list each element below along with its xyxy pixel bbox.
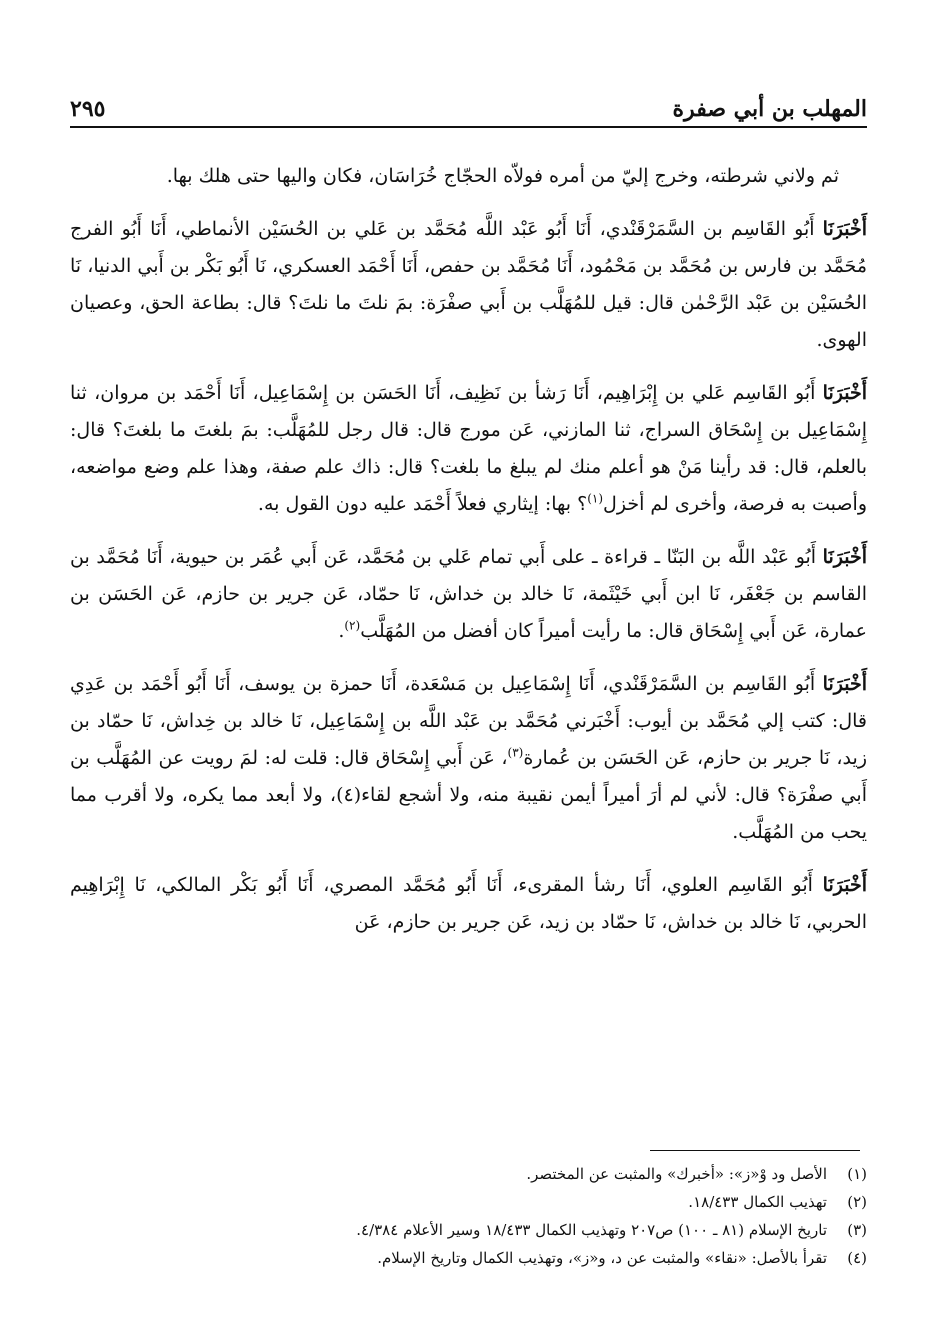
running-title: المهلب بن أبي صفرة	[672, 96, 867, 122]
paragraph-lead: أَخْبَرَنَا	[822, 874, 867, 896]
paragraph-text-after: ، عَن أَبي إِسْحَاق قال: قلت له: لمَ رويت عن المُهَلَّب بن أَبي صفْرَة؟ قال: لأني لم أرَ أميراً أيمن نقيبة منه، ولا أشجع لقاء(٤)، ولا أبعد مما يكره، ولا أقرب مما يحب من المُهَلَّب.	[70, 747, 867, 843]
paragraph	[70, 666, 867, 851]
paragraph	[70, 867, 867, 941]
footnote-text: تاريخ الإسلام (٨١ ـ ١٠٠) ص٢٠٧ وتهذيب الكمال ١٨/٤٣٣ وسير الأعلام ٤/٣٨٤.	[356, 1221, 827, 1239]
paragraph-text: أَبُو القَاسِم العلوي، أَنَا رشأ المقرىء، أَنَا أَبُو مُحَمَّد المصري، أَنَا أَبُو بَكْر المالكي، نَا إِبْرَاهِيم الحربي، نَا خالد بن خداش، نَا حمّاد بن زيد، عَن جرير بن حازم، عَن	[70, 874, 867, 933]
footnote-ref: (١)	[587, 491, 604, 506]
footnote	[70, 1160, 867, 1188]
paragraph-text: أَبُو القَاسِم بن السَّمَرْقَنْدي، أَنَا إِسْمَاعِيل بن مَسْعَدة، أَنَا حمزة بن يوسف، أَنَا أَبُو أَحْمَد بن عَدِي قال: كتب إلي مُحَمَّد بن أيوب: أَخْبَرني مُحَمَّد بن عَبْد اللَّه بن إِسْمَاعِيل، نَا خالد بن خِداش، نَا حمّاد بن زيد، نَا جرير بن حازم، عَن الحَسَن بن عُمارة	[70, 673, 867, 769]
footnote-text: تقرأ بالأصل: «نقاء» والمثبت عن د، و«ز»، وتهذيب الكمال وتاريخ الإسلام.	[377, 1249, 827, 1267]
paragraph	[70, 211, 867, 359]
paragraph-text: أَبُو عَبْد اللَّه بن البَنّا ـ قراءة ـ على أَبي تمام عَلي بن مُحَمَّد، عَن أَبي عُمَر بن حيوية، أَنَا مُحَمَّد بن القاسم بن جَعْفَر، نَا ابن أَبي خَيْثَمة، نَا خالد بن خداش، نَا حمّاد، عَن جرير بن حازم، عَن الحَسَن بن عمارة، عَن أَبي إِسْحَاق قال: ما رأيت أميراً كان أفضل من المُهَلَّب	[70, 546, 867, 642]
paragraph-lead: أَخْبَرَنَا	[822, 546, 867, 568]
paragraph-lead: أَخْبَرَنَا	[822, 382, 867, 404]
paragraph-lead: أَخْبَرَنَا	[822, 673, 867, 695]
footnote-number: (٣)	[847, 1221, 867, 1239]
paragraph-lead: أَخْبَرَنَا	[822, 218, 867, 240]
footnote-text: تهذيب الكمال ١٨/٤٣٣.	[688, 1193, 827, 1211]
paragraph-text-after: .	[338, 620, 345, 642]
footnote	[70, 1244, 867, 1272]
page-header	[70, 82, 867, 122]
footnote-number: (٢)	[847, 1193, 867, 1211]
paragraph-text: أَبُو القَاسِم بن السَّمَرْقَنْدي، أَنَا أَبُو عَبْد اللَّه مُحَمَّد بن عَلي بن الحُسَيْن الأنماطي، أَنَا أَبُو الفرج مُحَمَّد بن فارس بن مُحَمَّد بن مَحْمُود، أَنَا مُحَمَّد بن حفص، أَنَا أَحْمَد العسكري، نَا أَبُو بَكْر بن أَبي الدنيا، نَا الحُسَيْن بن عَبْد الرَّحْمٰن قال: قيل للمُهَلَّب بن أَبي صفْرَة: بمَ نلتَ ما نلتَ؟ قال: بطاعة الحق، وعصيان الهوى.	[70, 218, 867, 351]
paragraph	[70, 539, 867, 650]
body-text	[70, 158, 867, 957]
footnote	[70, 1188, 867, 1216]
footnote-ref: (٢)	[344, 618, 361, 633]
footnote-number: (١)	[847, 1165, 867, 1183]
paragraph	[70, 158, 867, 195]
footnote-rule	[650, 1150, 860, 1151]
footnote-text: الأصل ود وْ«ز»: «أخبرك» والمثبت عن المختصر.	[526, 1165, 827, 1183]
page-number: ٢٩٥	[70, 96, 106, 122]
footnote-number: (٤)	[847, 1249, 867, 1267]
paragraph-text: ثم ولاني شرطته، وخرج إليّ من أمره فولاّه الحجّاج خُرَاسَان، فكان واليها حتى هلك بها.	[166, 165, 839, 187]
header-rule	[70, 126, 867, 128]
footnotes	[70, 1160, 867, 1272]
paragraph-text: أَبُو القَاسِم عَلي بن إِبْرَاهِيم، أَنَا رَشأ بن نَظِيف، أَنَا الحَسَن بن إِسْمَاعِيل، أَنَا أَحْمَد بن مروان، ثنا إِسْمَاعِيل بن إِسْحَاق السراج، ثنا المازني، عَن مورج قال: قال رجل للمُهَلَّب: بمَ بلغتَ ما بلغتَ؟ قال: بالعلم، قال: قد رأينا مَنْ هو أعلم منك لم يبلغ ما بلغت؟ قال: ذاك علم صفة، وهذا علم وضع مواضعه، وأصبت به فرصة، وأخرى لم أخزل	[70, 382, 867, 515]
footnote	[70, 1216, 867, 1244]
paragraph	[70, 375, 867, 523]
paragraph-text-after: ؟ بها: إيثاري فعلاً أَحْمَد عليه دون القول به.	[257, 493, 588, 515]
footnote-ref: (٣)	[507, 745, 524, 760]
